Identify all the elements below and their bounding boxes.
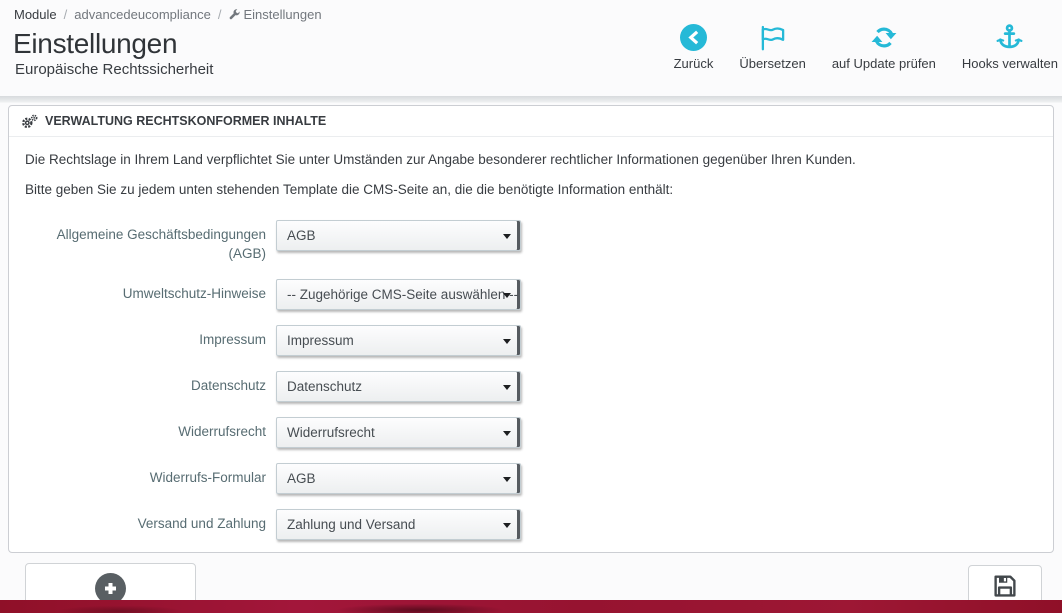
field-label: Allgemeine Geschäftsbedingungen (AGB) bbox=[56, 226, 266, 261]
dropdown-caret-icon bbox=[503, 339, 511, 344]
cms-assignment-form bbox=[25, 220, 1037, 540]
page-toolbar bbox=[674, 22, 1058, 71]
dropdown-caret-icon bbox=[503, 431, 511, 436]
dropdown-caret-icon bbox=[503, 293, 511, 298]
form-row-umweltschutz bbox=[25, 279, 1037, 310]
anchor-icon bbox=[996, 22, 1023, 52]
form-row-agb bbox=[25, 220, 1037, 264]
cms-page-select-widerrufsformular[interactable] bbox=[276, 463, 521, 494]
cms-page-select-agb[interactable] bbox=[276, 220, 521, 251]
dropdown-caret-icon bbox=[503, 234, 511, 239]
check-update-button[interactable] bbox=[832, 22, 936, 71]
select-value: Zahlung und Versand bbox=[287, 516, 416, 532]
translate-button-label: Übersetzen bbox=[739, 56, 806, 71]
cms-page-select-versand[interactable] bbox=[276, 509, 521, 540]
dropdown-caret-icon bbox=[503, 523, 511, 528]
field-label: Impressum bbox=[199, 331, 266, 347]
field-label: Widerrufs-Formular bbox=[149, 469, 266, 485]
cms-page-select-datenschutz[interactable] bbox=[276, 371, 521, 402]
select-value: AGB bbox=[287, 227, 316, 243]
page-header bbox=[0, 0, 1062, 96]
plus-circle-icon bbox=[95, 573, 126, 604]
form-row-versand bbox=[25, 509, 1037, 540]
intro-text-1: Die Rechtslage in Ihrem Land verpflichtet Sie unter Umständen zur Angabe besonderer rechtlicher Informationen gegenüber Ihren Kunden. bbox=[25, 152, 856, 167]
manage-hooks-button[interactable] bbox=[962, 22, 1058, 71]
intro-text-2: Bitte geben Sie zu jedem unten stehenden Template die CMS-Seite an, die die benötigte Information enthält: bbox=[25, 181, 674, 197]
breadcrumb-module-root[interactable]: Module bbox=[14, 7, 57, 22]
form-row-impressum bbox=[25, 325, 1037, 356]
breadcrumb-current-label: Einstellungen bbox=[243, 7, 322, 22]
check-update-button-label: auf Update prüfen bbox=[831, 56, 936, 71]
refresh-icon bbox=[870, 22, 898, 52]
form-row-widerrufsrecht bbox=[25, 417, 1037, 448]
save-icon bbox=[990, 571, 1020, 601]
translate-button[interactable] bbox=[739, 22, 805, 71]
cms-page-select-impressum[interactable] bbox=[276, 325, 521, 356]
breadcrumb-separator: / bbox=[63, 7, 68, 22]
panel-heading-label: VERWALTUNG RECHTSKONFORMER INHALTE bbox=[45, 114, 327, 128]
panel-heading bbox=[9, 106, 1053, 137]
breadcrumb-current bbox=[229, 7, 322, 22]
page-title: Einstellungen bbox=[13, 28, 178, 59]
field-label: Umweltschutz-Hinweise bbox=[122, 285, 266, 301]
page-subtitle: Europäische Rechtssicherheit bbox=[15, 61, 214, 78]
field-label: Versand und Zahlung bbox=[137, 515, 266, 531]
breadcrumb bbox=[14, 7, 322, 22]
panel-body bbox=[9, 137, 1053, 540]
field-label: Widerrufsrecht bbox=[178, 423, 266, 439]
select-value: -- Zugehörige CMS-Seite auswählen -- bbox=[287, 286, 519, 302]
select-value: Datenschutz bbox=[287, 378, 363, 394]
back-button[interactable] bbox=[674, 22, 714, 71]
header-divider bbox=[0, 96, 1062, 103]
cogs-icon bbox=[21, 114, 38, 129]
arrow-circle-left-icon bbox=[680, 22, 707, 52]
bottom-red-bar bbox=[0, 600, 1062, 613]
flag-icon bbox=[758, 22, 788, 52]
form-row-widerrufsformular bbox=[25, 463, 1037, 494]
wrench-icon bbox=[229, 9, 240, 20]
dropdown-caret-icon bbox=[503, 385, 511, 390]
form-row-datenschutz bbox=[25, 371, 1037, 402]
settings-panel bbox=[8, 105, 1054, 553]
manage-hooks-button-label: Hooks verwalten bbox=[961, 56, 1058, 71]
breadcrumb-separator: / bbox=[217, 7, 222, 22]
field-label: Datenschutz bbox=[190, 377, 266, 393]
select-value: Widerrufsrecht bbox=[287, 424, 375, 440]
select-value: Impressum bbox=[287, 332, 354, 348]
cms-page-select-widerrufsrecht[interactable] bbox=[276, 417, 521, 448]
breadcrumb-module-name[interactable]: advancedeucompliance bbox=[74, 7, 211, 22]
back-button-label: Zurück bbox=[673, 56, 714, 71]
select-value: AGB bbox=[287, 470, 316, 486]
dropdown-caret-icon bbox=[503, 477, 511, 482]
cms-page-select-umweltschutz[interactable] bbox=[276, 279, 521, 310]
